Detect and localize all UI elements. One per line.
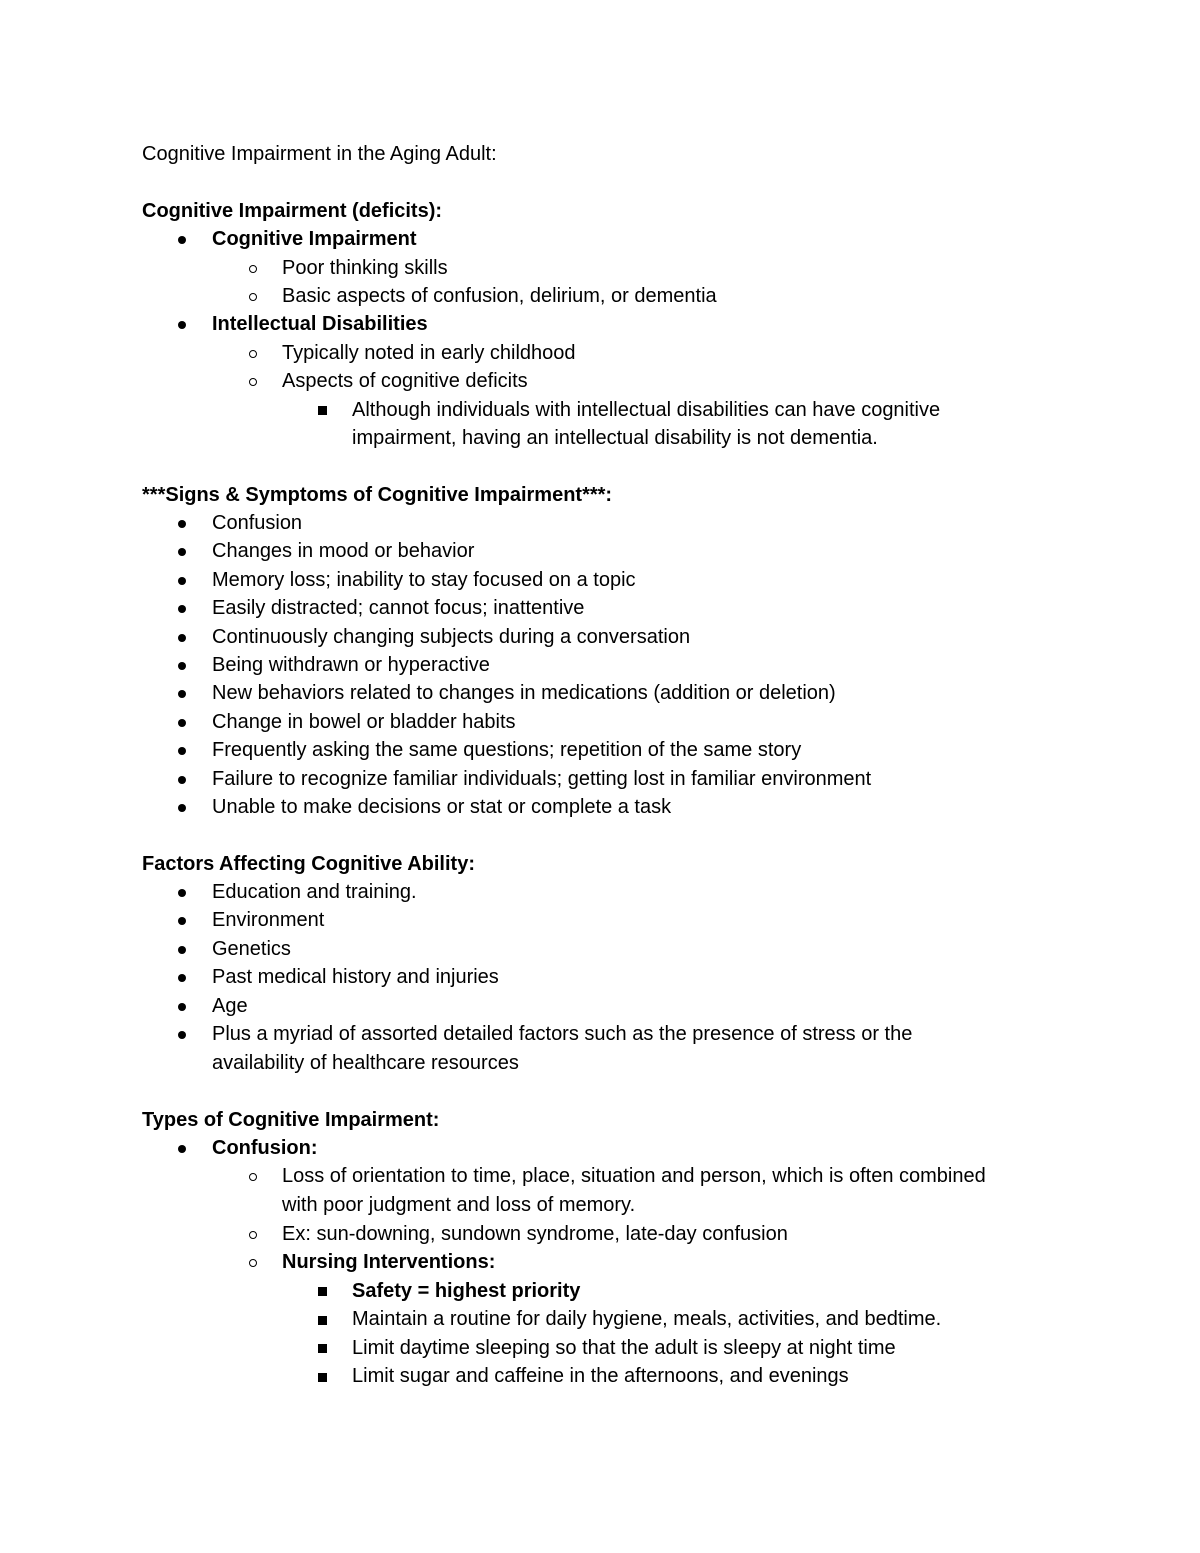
bullet-dot [178, 321, 186, 329]
list-item: Past medical history and injuries [212, 966, 499, 988]
list-item: Confusion: [212, 1137, 318, 1159]
list-item: Changes in mood or behavior [212, 540, 475, 562]
bullet-dot [178, 776, 186, 784]
bullet-dot [178, 946, 186, 954]
list-item: Plus a myriad of assorted detailed factors such as the presence of stress or the [212, 1023, 913, 1045]
bullet-ring [249, 265, 257, 273]
list-item: Being withdrawn or hyperactive [212, 654, 490, 676]
bullet-ring [249, 378, 257, 386]
bullet-square [318, 1373, 327, 1382]
bullet-dot [178, 690, 186, 698]
list-item: Memory loss; inability to stay focused on a topic [212, 569, 636, 591]
bullet-dot [178, 1031, 186, 1039]
list-item: Safety = highest priority [352, 1280, 581, 1302]
list-item: Limit sugar and caffeine in the afternoons, and evenings [352, 1365, 849, 1387]
bullet-square [318, 1316, 327, 1325]
bullet-dot [178, 1003, 186, 1011]
bullet-dot [178, 917, 186, 925]
list-item: Aspects of cognitive deficits [282, 370, 528, 392]
list-item: Limit daytime sleeping so that the adult is sleepy at night time [352, 1337, 896, 1359]
list-item: Frequently asking the same questions; repetition of the same story [212, 739, 802, 761]
list-item: Genetics [212, 938, 291, 960]
list-item: Typically noted in early childhood [282, 342, 576, 364]
bullet-ring [249, 1173, 257, 1181]
bullet-dot [178, 747, 186, 755]
section-heading-types: Types of Cognitive Impairment: [142, 1109, 440, 1131]
bullet-dot [178, 804, 186, 812]
list-item: Basic aspects of confusion, delirium, or dementia [282, 285, 717, 307]
section-heading-deficits: Cognitive Impairment (deficits): [142, 200, 443, 222]
list-item: Unable to make decisions or stat or complete a task [212, 796, 672, 818]
bullet-dot [178, 1145, 186, 1153]
bullet-dot [178, 889, 186, 897]
bullet-square [318, 1287, 327, 1296]
bullet-square [318, 1344, 327, 1353]
list-item: Intellectual Disabilities [212, 313, 428, 335]
list-item: Failure to recognize familiar individuals; getting lost in familiar environment [212, 768, 872, 790]
bullet-dot [178, 577, 186, 585]
list-item: Easily distracted; cannot focus; inattentive [212, 597, 585, 619]
bullet-ring [249, 1259, 257, 1267]
bullet-ring [249, 293, 257, 301]
list-item: Loss of orientation to time, place, situation and person, which is often combined [282, 1165, 986, 1187]
list-item: Age [212, 995, 248, 1017]
list-item: Environment [212, 909, 325, 931]
list-item: Maintain a routine for daily hygiene, meals, activities, and bedtime. [352, 1308, 942, 1330]
list-item-continuation: impairment, having an intellectual disability is not dementia. [352, 427, 878, 449]
list-item-continuation: availability of healthcare resources [212, 1052, 519, 1074]
document-title: Cognitive Impairment in the Aging Adult: [142, 143, 497, 165]
bullet-dot [178, 236, 186, 244]
bullet-square [318, 406, 327, 415]
list-item: Poor thinking skills [282, 257, 448, 279]
bullet-dot [178, 605, 186, 613]
list-item: Ex: sun-downing, sundown syndrome, late-day confusion [282, 1223, 788, 1245]
section-heading-factors: Factors Affecting Cognitive Ability: [142, 853, 475, 875]
list-item-continuation: with poor judgment and loss of memory. [282, 1194, 636, 1216]
list-item: New behaviors related to changes in medications (addition or deletion) [212, 682, 836, 704]
list-item: Confusion [212, 512, 303, 534]
bullet-ring [249, 350, 257, 358]
bullet-dot [178, 520, 186, 528]
bullet-dot [178, 634, 186, 642]
bullet-dot [178, 974, 186, 982]
bullet-dot [178, 548, 186, 556]
list-item: Continuously changing subjects during a conversation [212, 626, 691, 648]
bullet-dot [178, 662, 186, 670]
list-item: Nursing Interventions: [282, 1251, 496, 1273]
bullet-dot [178, 719, 186, 727]
section-heading-signs: ***Signs & Symptoms of Cognitive Impairment***: [142, 484, 613, 506]
list-item: Although individuals with intellectual disabilities can have cognitive [352, 399, 941, 421]
bullet-ring [249, 1231, 257, 1239]
list-item: Cognitive Impairment [212, 228, 417, 250]
list-item: Change in bowel or bladder habits [212, 711, 516, 733]
list-item: Education and training. [212, 881, 417, 903]
